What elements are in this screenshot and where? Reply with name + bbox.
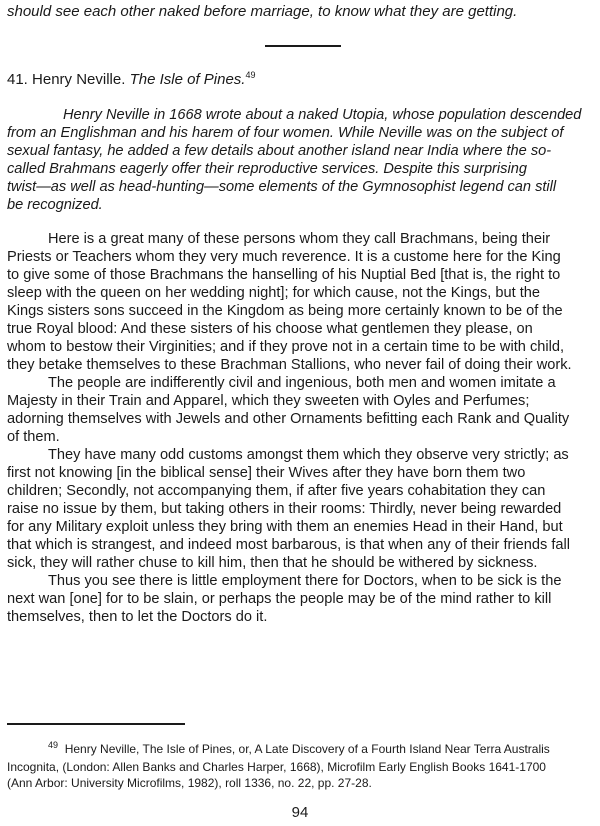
footnote-line [48,742,550,757]
quote-line: The people are indifferently civil and ingenious, both men and women imitate a [48,375,556,391]
entry-number: 41. [7,71,28,88]
quote-line: adorning themselves with Jewels and other Ornaments befitting each Rank and Quality [7,411,570,427]
quote-line: Kings sisters sons succeed in the Kingdom as being more certainly known to be of the [7,303,563,319]
quote-line: themselves, then to let the Doctors do it. [7,609,268,625]
quote-line: first not knowing [in the biblical sense] their Wives after they have born them two [7,465,526,481]
page-number: 94 [291,804,309,821]
intro-line: twist—as well as head-hunting—some elements of the Gymnosophist legend can still [7,179,557,195]
quote-line: whom to bestow their Virginities; and if they prove not in a certain time to be with child, [7,339,565,355]
quote-line: for any Military exploit unless they bring with them an enemies Head in their Hand, but [7,519,563,535]
footnote-line: (Ann Arbor: University Microfilms, 1982), roll 1336, no. 22, pp. 27-28. [7,776,372,790]
footnote-line: Incognita, (London: Allen Banks and Charles Harper, 1668), Microfilm Early English Books 1641-1700 [7,760,546,774]
quote-line: next wan [one] for to be slain, or perhaps the people may be of the mind rather to kill [7,591,552,607]
quote-line: raise no issue by them, but taking others in their rooms: Thirdly, never being rewarded [7,501,562,517]
intro-line: sexual fantasy, he added a few details about another island near India where the so- [7,143,552,159]
quote-line: sick, they will rather chuse to kill him, then that he should be withered by sickness. [7,555,538,571]
continued-text-line: should see each other naked before marriage, to know what they are getting. [7,3,518,20]
quote-line: to give some of those Brachmans the hanselling of his Nuptial Bed [that is, the right to [7,267,561,283]
intro-line: called Brahmans eagerly offer their reproductive services. Despite this surprising [7,161,527,177]
quote-line: true Royal blood: And these sisters of his choose what gentlemen they please, on [7,321,533,337]
quote-line: they betake themselves to these Brachman Stallions, who never fail of doing their work. [7,357,572,373]
quote-line: They have many odd customs amongst them which they observe very strictly; as [48,447,569,463]
quote-line: Majesty in their Train and Apparel, which they sweeten with Oyles and Perfumes; [7,393,530,409]
quote-line: Here is a great many of these persons whom they call Brachmans, being their [48,231,551,247]
footnote-text: Henry Neville, The Isle of Pines, or, A Late Discovery of a Fourth Island Near Terra Australis [64,742,550,756]
section-divider [265,45,341,47]
entry-heading [7,71,256,89]
quote-line: Priests or Teachers whom they very much reverence. It is a custome here for the King [7,249,561,265]
footnote-reference: 49 [245,70,256,80]
intro-line: Henry Neville in 1668 wrote about a naked Utopia, whose population descended [63,107,582,123]
quote-line: Thus you see there is little employment there for Doctors, when to be sick is the [48,573,562,589]
entry-title: The Isle of Pines. [129,71,246,88]
footnote-number: 49 [48,740,59,750]
quote-line: sleep with the queen on her wedding night]; for which cause, not the Kings, but the [7,285,541,301]
quote-line: that which is strangest, and indeed most barbarous, is that when any of their friends fall [7,537,570,553]
quote-line: of them. [7,429,60,445]
quote-line: children; Secondly, not accompanying them, if after five years cohabitation they can [7,483,546,499]
footnote-separator [7,723,185,725]
entry-author: Henry Neville. [32,71,126,88]
intro-line: from an Englishman and his harem of four women. While Neville was on the subject of [7,125,564,141]
intro-line: be recognized. [7,197,103,213]
